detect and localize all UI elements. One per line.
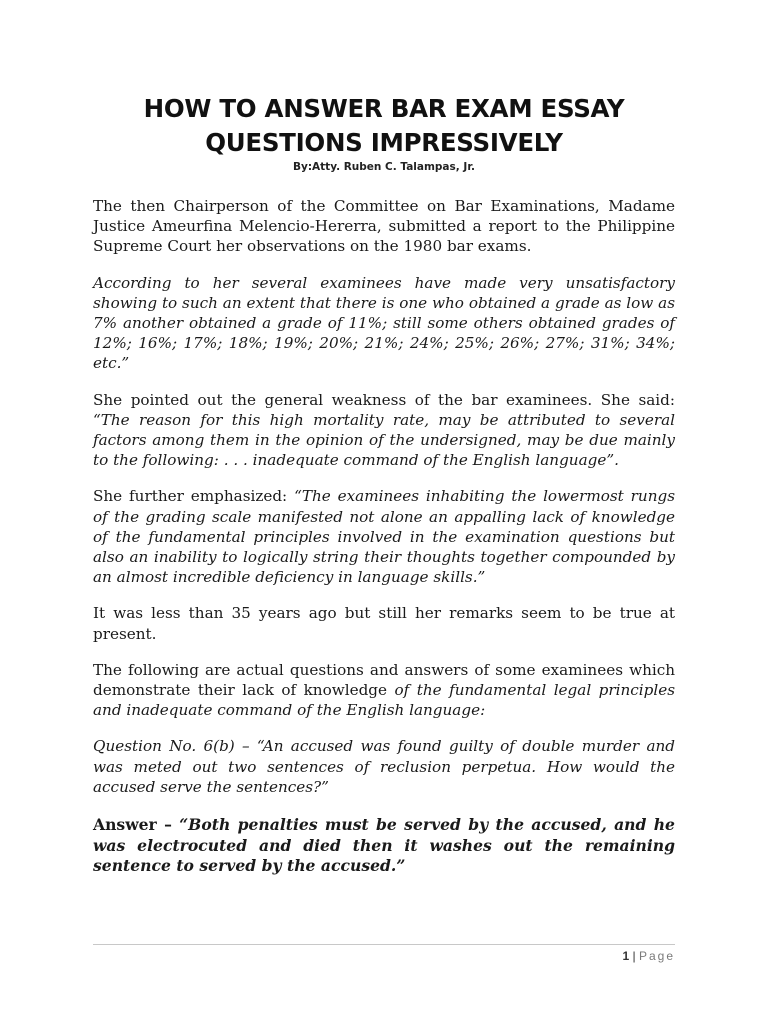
paragraph-emphasis [93, 486, 675, 587]
answer-6b [93, 815, 675, 877]
paragraph-intro: The then Chairperson of the Committee on Bar Examinations, Madame Justice Ameurfina Melencio-Hererra, submitted a report to the Philippine Supreme Court her observations on the 1980 bar exams. [93, 197, 675, 256]
title-line-2: QUESTIONS IMPRESSIVELY [205, 128, 563, 157]
examples-italic: of the fundamental legal principles and inadequate command of the English language: [93, 681, 676, 720]
emphasis-lead: She further emphasized: [93, 487, 295, 506]
page-number: 1 [622, 949, 630, 963]
page-word: Page [638, 949, 675, 963]
author-byline: By:Atty. Ruben C. Talampas, Jr. [292, 161, 475, 173]
weakness-lead: She pointed out the general weakness of the bar examinees. She said: [93, 390, 675, 409]
answer-text: “Both penalties must be served by the accused, and he was electrocuted and died then it washes out the remaining sentence to served by the accused.” [93, 815, 675, 876]
page-footer [622, 948, 675, 964]
footer-divider [93, 944, 675, 945]
question-6b: Question No. 6(b) – “An accused was found guilty of double murder and was meted out two sentences of reclusion perpetua. How would the accused serve the sentences?” [93, 737, 675, 796]
examples-lead: The following are actual questions and answers of some examinees which demonstrate their lack of knowledge [93, 660, 675, 700]
paragraph-remarks: It was less than 35 years ago but still her remarks seem to be true at present. [93, 604, 675, 643]
document-page [93, 92, 675, 877]
title-line-1: HOW TO ANSWER BAR EXAM ESSAY [143, 94, 625, 123]
document-title [93, 92, 675, 160]
weakness-quote: “The reason for this high mortality rate, may be attributed to several factors among them in the opinion of the undersigned, may be due mainly to the following: . . . inadequate command of the English language”. [93, 410, 675, 470]
paragraph-weakness [93, 390, 675, 471]
paragraph-examples-intro [93, 660, 675, 721]
emphasis-quote: “The examinees inhabiting the lowermost rungs of the grading scale manifested not alone an appalling lack of knowledge of the fundamental principles involved in the examination questions but also an inability to logically string their thoughts together compounded by an almost incredible deficiency in language skills.” [93, 487, 675, 587]
page-separator: | [629, 949, 639, 963]
answer-label: Answer – [93, 815, 180, 835]
paragraph-grades-quote: According to her several examinees have made very unsatisfactory showing to such an extent that there is one who obtained a grade as low as 7% another obtained a grade of 11%; still some others obtained grades of 12%; 16%; 17%; 18%; 19%; 20%; 21%; 24%; 25%; 26%; 27%; 31%; 34%; etc.” [93, 273, 675, 373]
